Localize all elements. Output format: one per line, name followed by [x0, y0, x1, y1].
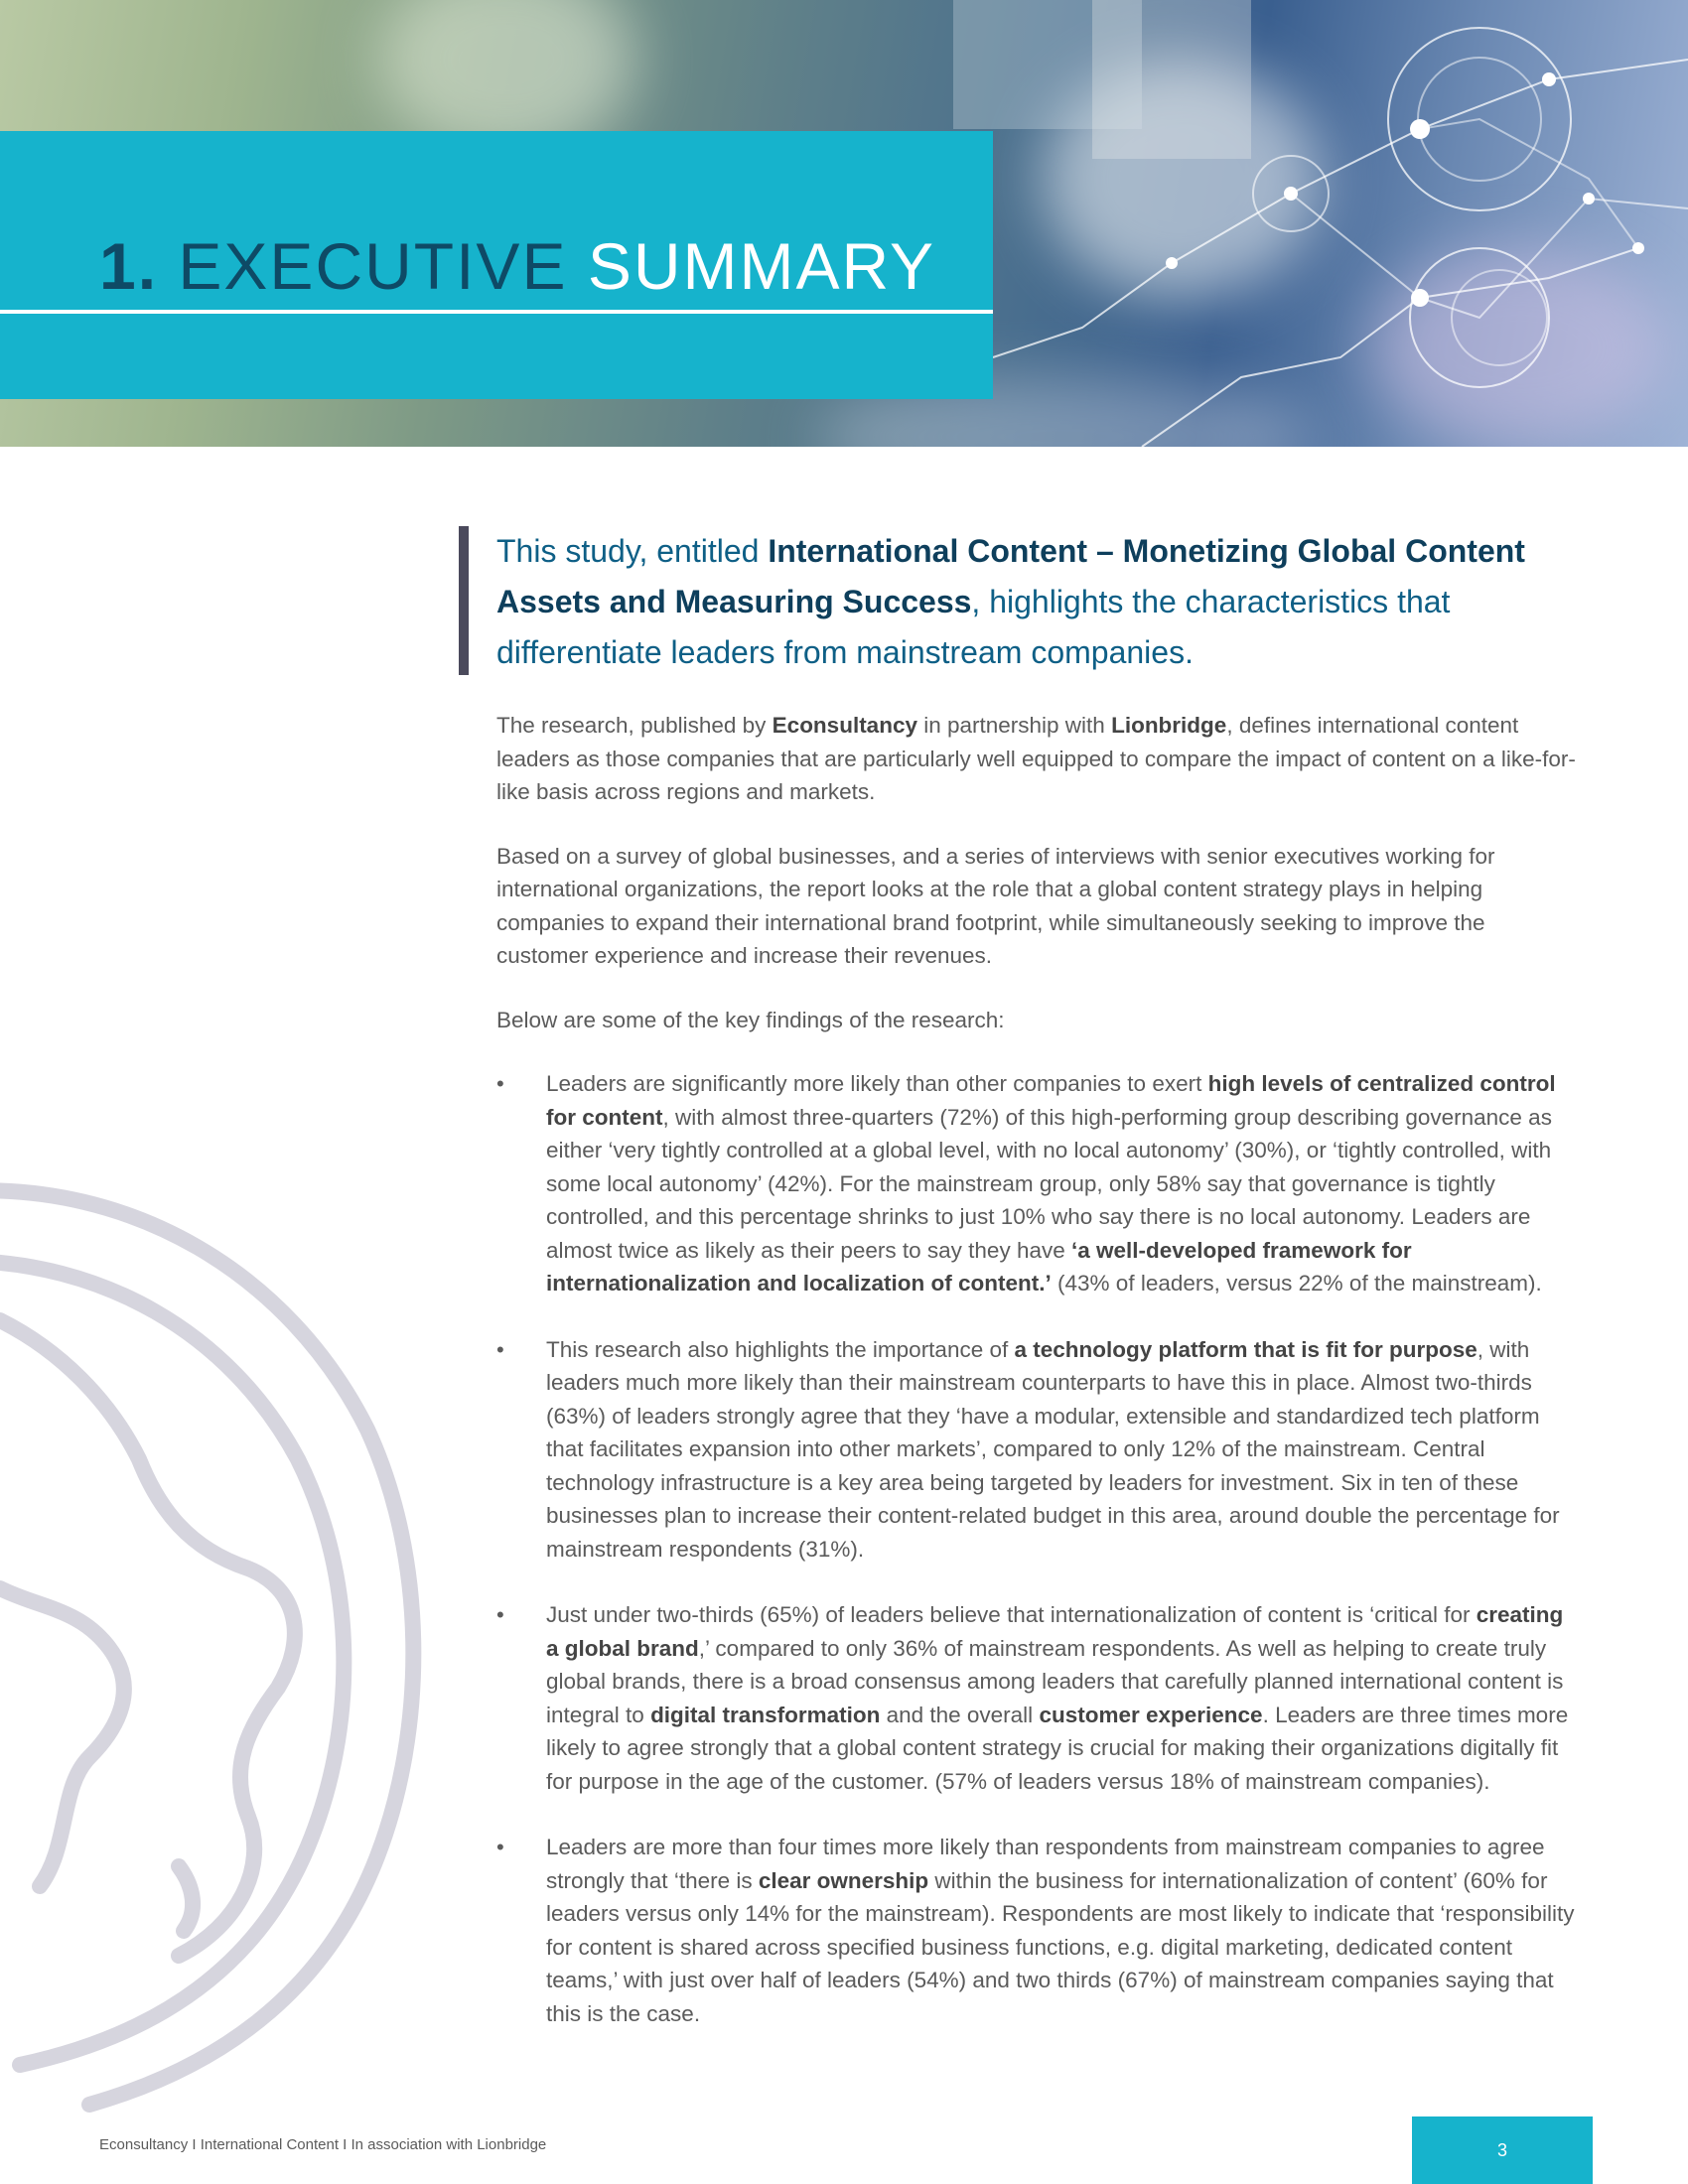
para1-text-3: , defines international content leaders as those companies that are particularly well equipped to compare the impact of content on a like-for-like basis across regions and markets. — [496, 713, 1576, 804]
page-title — [99, 226, 935, 306]
page-number: 3 — [1496, 2140, 1507, 2160]
finding-4-strong-1: clear ownership — [758, 1867, 929, 1893]
para1-text-2: in partnership with — [916, 713, 1112, 738]
finding-1-text-2: , with almost three-quarters (72%) of this high-performing group describing governance as either ‘very tightly controlled at a global level, with no local autonomy’ (30%), or ‘tightly controlled, with some local autonomy’ (42%). For the mainstream group, only 58% say that governance is tightly controlled, and this percentage shrinks to just 10% who say there is no local autonomy. Leaders are almost twice as likely as their peers to say they have — [546, 1104, 1552, 1263]
list-item — [496, 1831, 1581, 2030]
paragraph-survey: Based on a survey of global businesses, and a series of interviews with senior executives working for international organizations, the report looks at the role that a global content strategy plays in helping companies to expand their international brand footprint, while simultaneously seeking to improve the customer experience and increase their revenues. — [496, 843, 1495, 968]
finding-2-text-1: This research also highlights the importance of — [546, 1336, 1015, 1362]
main-content — [496, 526, 1581, 2063]
bullet-icon: • — [496, 1071, 504, 1096]
title-part-executive: EXECUTIVE — [178, 229, 568, 303]
page-number-badge — [1412, 2116, 1593, 2184]
key-findings-list — [496, 1067, 1581, 2030]
bullet-icon: • — [496, 1336, 504, 1362]
finding-3-text-1: Just under two-thirds (65%) of leaders believe that internationalization of content is ‘critical for — [546, 1602, 1477, 1627]
finding-1-strong-1: high levels of centralized control for content — [546, 1071, 1556, 1130]
list-item — [496, 1598, 1581, 1798]
title-part-summary: SUMMARY — [587, 229, 935, 303]
finding-3-strong-2: digital transformation — [650, 1702, 881, 1727]
globe-icon — [0, 1171, 457, 2124]
title-underline — [0, 310, 993, 314]
paragraph-key-findings-lead: Below are some of the key findings of the research: — [496, 1007, 1005, 1032]
finding-2-strong-1: a technology platform that is fit for purpose — [1014, 1336, 1477, 1362]
finding-1-strong-2: ‘a well-developed framework for internationalization and localization of content.’ — [546, 1237, 1412, 1296]
section-number: 1. — [99, 229, 159, 303]
para1-econsultancy: Econsultancy — [772, 713, 917, 738]
intro-text-1: This study, entitled — [496, 533, 769, 569]
finding-3-text-2: ,’ compared to only 36% of mainstream respondents. As well as helping to create truly global brands, there is a broad consensus among leaders that carefully planned international content is integral to — [546, 1635, 1564, 1727]
list-item — [496, 1067, 1581, 1300]
bullet-icon: • — [496, 1602, 504, 1627]
para1-text-1: The research, published by — [496, 713, 773, 738]
finding-2-text-2: , with leaders much more likely than their mainstream counterparts to have this in place. Almost two-thirds (63%) of leaders strongly agree that they ‘have a modular, extensible and standardized tech platform that facilitates expansion into other markets’, compared to only 12% of the mainstream. Central technology infrastructure is a key area being targeted by leaders for investment. Six in ten of these businesses plan to increase their content-related budget in this area, around double the percentage for mainstream respondents (31%). — [546, 1336, 1560, 1562]
footer-credit: Econsultancy I International Content I In association with Lionbridge — [99, 2136, 547, 2153]
intro-block — [0, 526, 1581, 678]
bullet-icon: • — [496, 1835, 504, 1859]
finding-3-strong-3: customer experience — [1039, 1702, 1263, 1727]
finding-4-text-1: Leaders are more than four times more likely than respondents from mainstream companies to agree strongly that ‘there is — [546, 1835, 1545, 1893]
finding-4-text-2: within the business for internationalization of content’ (60% for leaders versus only 14% for the mainstream). Respondents are most likely to indicate that ‘responsibility for content is shared across specified business functions, e.g. digital marketing, dedicated content teams,’ with just over half of leaders (54%) and two thirds (67%) of mainstream companies saying that this is the case. — [546, 1867, 1575, 2026]
intro-study-title: International Content – Monetizing Global Content Assets and Measuring Success — [496, 533, 1525, 619]
intro-text-2: , highlights the characteristics that differentiate leaders from mainstream companies. — [496, 584, 1451, 670]
finding-3-text-4: . Leaders are three times more likely to agree strongly that a global content strategy is crucial for making their organizations digitally fit for purpose in the age of the customer. (57% of leaders versus 18% of mainstream companies). — [546, 1702, 1569, 1794]
paragraph-research — [496, 709, 1581, 809]
finding-3-text-3: and the overall — [880, 1702, 1040, 1727]
finding-1-text-3: (43% of leaders, versus 22% of the mainstream). — [1051, 1271, 1542, 1296]
finding-1-text-1: Leaders are significantly more likely than other companies to exert — [546, 1071, 1208, 1096]
para1-lionbridge: Lionbridge — [1111, 713, 1227, 738]
list-item — [496, 1333, 1581, 1567]
intro-statement — [496, 526, 1581, 678]
finding-3-strong-1: creating a global brand — [546, 1602, 1564, 1661]
intro-accent-bar — [459, 526, 469, 675]
